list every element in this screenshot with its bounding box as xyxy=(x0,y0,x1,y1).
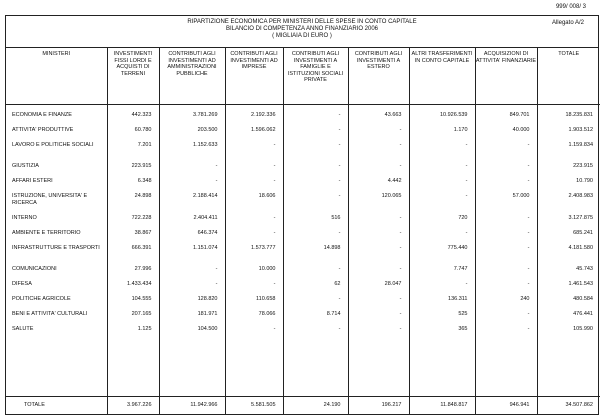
amount-cell: - xyxy=(475,311,537,326)
expenditure-table xyxy=(6,48,600,414)
table-row xyxy=(6,163,600,178)
amount-cell: 1.596.062 xyxy=(225,127,283,142)
ministry-name: POLITICHE AGRICOLE xyxy=(12,296,71,302)
amount-cell: 105.990 xyxy=(537,326,600,341)
spacer-cell xyxy=(6,105,107,112)
total-cell: 3.967.226 xyxy=(107,396,159,414)
amount-cell: 14.898 xyxy=(283,245,348,267)
ministry-name: COMUNICAZIONI xyxy=(12,266,57,273)
table-row xyxy=(6,193,600,215)
allegato-label: Allegato A/2 xyxy=(551,20,584,26)
amount-cell: - xyxy=(283,112,348,127)
table-row xyxy=(6,178,600,193)
title-line-1: RIPARTIZIONE ECONOMICA PER MINISTERI DELLE SPESE IN CONTO CAPITALE xyxy=(187,19,417,25)
total-cell: 11.942.966 xyxy=(159,396,225,414)
spacer-row xyxy=(6,105,600,112)
amount-cell: - xyxy=(283,178,348,193)
amount-cell: 10.000 xyxy=(225,266,283,281)
amount-cell: - xyxy=(159,163,225,178)
ministry-name: BENI E ATTIVITA' CULTURALI xyxy=(12,310,88,317)
amount-cell: 8.714 xyxy=(283,311,348,326)
spacer-cell xyxy=(159,341,225,396)
amount-cell: - xyxy=(409,230,475,245)
spacer-cell xyxy=(348,105,409,112)
amount-cell: - xyxy=(283,296,348,311)
spacer-cell xyxy=(409,341,475,396)
amount-cell: - xyxy=(409,281,475,296)
header-contributi-amministrazioni: CONTRIBUTI AGLI INVESTIMENTI AD AMMINISTRAZIONI PUBBLICHE xyxy=(159,48,225,105)
amount-cell: 1.125 xyxy=(107,326,159,341)
amount-cell: - xyxy=(409,163,475,178)
ministry-name: INFRASTRUTTURE E TRASPORTI xyxy=(12,244,100,251)
document-code: 999/ 008/ 3 xyxy=(555,4,586,10)
amount-cell: - xyxy=(348,163,409,178)
amount-cell: 10.926.539 xyxy=(409,112,475,127)
table-row xyxy=(6,296,600,311)
amount-cell: 3.127.875 xyxy=(537,215,600,230)
amount-cell: - xyxy=(283,326,348,341)
amount-cell: 43.663 xyxy=(348,112,409,127)
amount-cell: - xyxy=(283,230,348,245)
amount-cell: 7.747 xyxy=(409,266,475,281)
ministry-name: ATTIVITA' PRODUTTIVE xyxy=(12,126,74,133)
amount-cell: - xyxy=(475,142,537,164)
amount-cell: 223.915 xyxy=(107,163,159,178)
amount-cell: - xyxy=(159,178,225,193)
ministry-name: INTERNO xyxy=(12,214,37,221)
amount-cell: 442.323 xyxy=(107,112,159,127)
amount-cell: - xyxy=(283,193,348,215)
header-altri-trasferimenti: ALTRI TRASFERIMENTI IN CONTO CAPITALE xyxy=(409,48,475,105)
amount-cell: - xyxy=(348,266,409,281)
amount-cell: 1.152.633 xyxy=(159,142,225,164)
table-row xyxy=(6,230,600,245)
amount-cell: 240 xyxy=(475,296,537,311)
amount-cell: - xyxy=(348,127,409,142)
amount-cell: - xyxy=(225,326,283,341)
table-row xyxy=(6,127,600,142)
amount-cell: 223.915 xyxy=(537,163,600,178)
spacer-cell xyxy=(107,341,159,396)
title-line-2: BILANCIO DI COMPETENZA ANNO FINANZIARIO 2006 xyxy=(225,26,379,32)
amount-cell: - xyxy=(283,163,348,178)
table-row xyxy=(6,311,600,326)
amount-cell: - xyxy=(475,178,537,193)
spacer-cell xyxy=(225,105,283,112)
total-label: TOTALE xyxy=(6,396,107,414)
amount-cell: 6.348 xyxy=(107,178,159,193)
spacer-cell xyxy=(537,105,600,112)
amount-cell: 3.781.269 xyxy=(159,112,225,127)
amount-cell: 476.441 xyxy=(537,311,600,326)
amount-cell: - xyxy=(348,245,409,267)
amount-cell: 1.159.834 xyxy=(537,142,600,164)
amount-cell: 1.170 xyxy=(409,127,475,142)
spacer-cell xyxy=(283,341,348,396)
amount-cell: 181.971 xyxy=(159,311,225,326)
amount-cell: 128.820 xyxy=(159,296,225,311)
amount-cell: - xyxy=(159,266,225,281)
amount-cell: - xyxy=(225,178,283,193)
amount-cell: - xyxy=(283,266,348,281)
amount-cell: - xyxy=(225,142,283,164)
amount-cell: 480.584 xyxy=(537,296,600,311)
amount-cell: 2.404.411 xyxy=(159,215,225,230)
amount-cell: 57.000 xyxy=(475,193,537,215)
ministry-name: DIFESA xyxy=(12,281,32,288)
amount-cell: 722.228 xyxy=(107,215,159,230)
amount-cell: - xyxy=(348,326,409,341)
amount-cell: 203.500 xyxy=(159,127,225,142)
amount-cell: - xyxy=(348,215,409,230)
table-row xyxy=(6,245,600,267)
amount-cell: 18.606 xyxy=(225,193,283,215)
amount-cell: - xyxy=(409,142,475,164)
amount-cell: 685.241 xyxy=(537,230,600,245)
amount-cell: - xyxy=(475,326,537,341)
header-row xyxy=(6,48,600,105)
table-row xyxy=(6,266,600,281)
amount-cell: 2.408.983 xyxy=(537,193,600,215)
amount-cell: 24.898 xyxy=(107,193,159,215)
amount-cell: - xyxy=(348,296,409,311)
spacer-cell xyxy=(6,341,107,396)
amount-cell: - xyxy=(475,163,537,178)
amount-cell: 110.658 xyxy=(225,296,283,311)
amount-cell: - xyxy=(348,142,409,164)
spacer-cell xyxy=(159,105,225,112)
total-cell: 11.848.817 xyxy=(409,396,475,414)
total-cell: 24.190 xyxy=(283,396,348,414)
ministry-name: GIUSTIZIA xyxy=(12,163,39,170)
amount-cell: - xyxy=(225,163,283,178)
ministry-name: AFFARI ESTERI xyxy=(12,178,53,185)
table-row xyxy=(6,215,600,230)
amount-cell: - xyxy=(225,230,283,245)
title-line-3: ( MIGLIAIA DI EURO ) xyxy=(272,33,332,39)
table-row xyxy=(6,112,600,127)
spacer-cell xyxy=(283,105,348,112)
header-contributi-estero: CONTRIBUTI AGLI INVESTIMENTI A ESTERO xyxy=(348,48,409,105)
header-contributi-famiglie: CONTRIBUTI AGLI INVESTIMENTI A FAMIGLIE E ISTITUZIONI SOCIALI PRIVATE xyxy=(283,48,348,105)
amount-cell: 1.903.512 xyxy=(537,127,600,142)
amount-cell: 365 xyxy=(409,326,475,341)
amount-cell: - xyxy=(348,311,409,326)
amount-cell: 1.151.074 xyxy=(159,245,225,267)
ministry-name: ISTRUZIONE, UNIVERSITA' E RICERCA xyxy=(12,193,88,206)
amount-cell: 62 xyxy=(283,281,348,296)
spacer-cell xyxy=(475,105,537,112)
amount-cell: 7.201 xyxy=(107,142,159,164)
total-row xyxy=(6,396,600,414)
amount-cell: 28.047 xyxy=(348,281,409,296)
spacer-cell xyxy=(537,341,600,396)
amount-cell: 104.555 xyxy=(107,296,159,311)
ministry-name: AMBIENTE E TERRITORIO xyxy=(12,229,81,236)
amount-cell: - xyxy=(159,281,225,296)
ministry-name: LAVORO E POLITICHE SOCIALI xyxy=(12,141,94,148)
amount-cell: 4.442 xyxy=(348,178,409,193)
amount-cell: 646.374 xyxy=(159,230,225,245)
amount-cell: 120.065 xyxy=(348,193,409,215)
amount-cell: 1.573.777 xyxy=(225,245,283,267)
amount-cell: - xyxy=(475,230,537,245)
table-row xyxy=(6,326,600,341)
amount-cell: - xyxy=(475,245,537,267)
total-cell: 196.217 xyxy=(348,396,409,414)
report-title xyxy=(6,16,598,48)
amount-cell: 525 xyxy=(409,311,475,326)
table-row xyxy=(6,281,600,296)
amount-cell: 2.188.414 xyxy=(159,193,225,215)
amount-cell: - xyxy=(283,127,348,142)
total-cell: 5.581.505 xyxy=(225,396,283,414)
amount-cell: 27.996 xyxy=(107,266,159,281)
amount-cell: - xyxy=(475,215,537,230)
amount-cell: 666.391 xyxy=(107,245,159,267)
amount-cell: - xyxy=(475,266,537,281)
ministry-name: SALUTE xyxy=(12,325,34,332)
header-acquisizioni: ACQUISIZIONI DI ATTIVITA' FINANZIARIE xyxy=(475,48,537,105)
ministry-name: ECONOMIA E FINANZE xyxy=(12,111,72,118)
header-investimenti-fissi: INVESTIMENTI FISSI LORDI E ACQUISTI DI TERRENI xyxy=(107,48,159,105)
amount-cell: 104.500 xyxy=(159,326,225,341)
amount-cell: 78.066 xyxy=(225,311,283,326)
spacer-cell xyxy=(348,341,409,396)
amount-cell: 40.000 xyxy=(475,127,537,142)
amount-cell: - xyxy=(475,281,537,296)
amount-cell: 45.743 xyxy=(537,266,600,281)
spacer-cell xyxy=(225,341,283,396)
spacer-cell xyxy=(475,341,537,396)
amount-cell: 849.701 xyxy=(475,112,537,127)
amount-cell: 38.867 xyxy=(107,230,159,245)
spacer-cell xyxy=(409,105,475,112)
amount-cell: 1.433.434 xyxy=(107,281,159,296)
amount-cell: 2.192.336 xyxy=(225,112,283,127)
amount-cell: - xyxy=(348,230,409,245)
amount-cell: 60.780 xyxy=(107,127,159,142)
amount-cell: - xyxy=(225,281,283,296)
amount-cell: 775.440 xyxy=(409,245,475,267)
amount-cell: 18.235.831 xyxy=(537,112,600,127)
header-ministeri: MINISTERI xyxy=(6,48,107,105)
amount-cell: - xyxy=(409,193,475,215)
amount-cell: 207.165 xyxy=(107,311,159,326)
amount-cell: 720 xyxy=(409,215,475,230)
amount-cell: 10.790 xyxy=(537,178,600,193)
total-cell: 34.507.862 xyxy=(537,396,600,414)
amount-cell: 4.181.580 xyxy=(537,245,600,267)
amount-cell: - xyxy=(409,178,475,193)
header-contributi-imprese: CONTRIBUTI AGLI INVESTIMENTI AD IMPRESE xyxy=(225,48,283,105)
total-cell: 946.941 xyxy=(475,396,537,414)
amount-cell: - xyxy=(283,142,348,164)
amount-cell: 516 xyxy=(283,215,348,230)
spacer-row xyxy=(6,341,600,396)
table-row xyxy=(6,142,600,164)
amount-cell: 136.311 xyxy=(409,296,475,311)
table-frame xyxy=(5,15,599,415)
amount-cell: - xyxy=(225,215,283,230)
header-totale: TOTALE xyxy=(537,48,600,105)
spacer-cell xyxy=(107,105,159,112)
amount-cell: 1.461.543 xyxy=(537,281,600,296)
